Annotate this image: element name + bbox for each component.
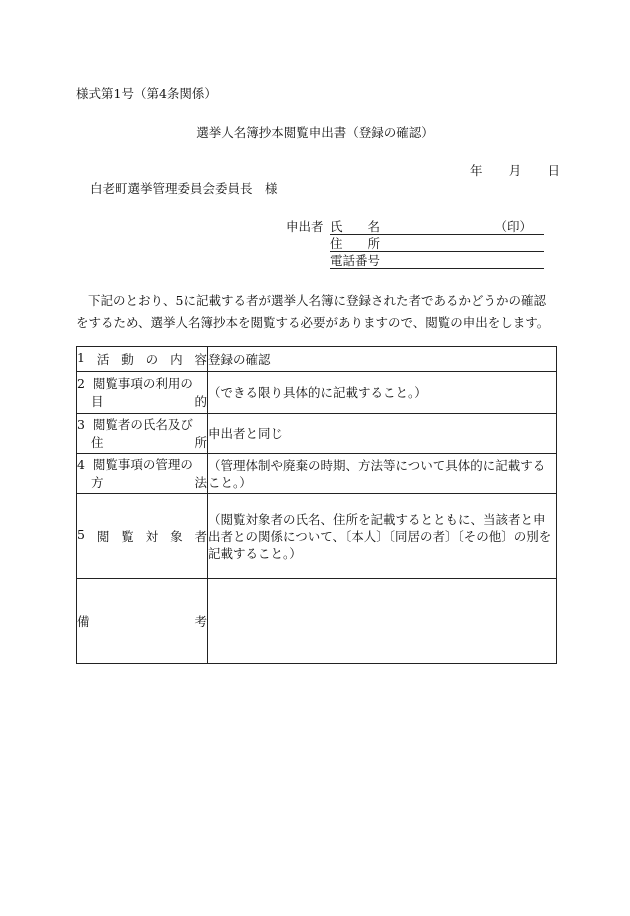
row-label bbox=[77, 494, 208, 579]
label-char: 方 bbox=[91, 474, 104, 490]
label-char: 者 bbox=[194, 529, 207, 544]
label-char: 備 bbox=[77, 614, 90, 629]
label-char: 住 bbox=[91, 434, 104, 450]
row-number: 4 bbox=[77, 456, 85, 472]
date-month: 月 bbox=[508, 163, 522, 178]
table-row bbox=[77, 494, 557, 579]
row-label bbox=[77, 454, 208, 494]
label-line1: 閲覧事項の管理の bbox=[92, 456, 193, 472]
row-number: 3 bbox=[77, 416, 85, 432]
name-label: 氏 名 bbox=[330, 219, 381, 234]
label-char: 象 bbox=[170, 529, 183, 544]
row-label bbox=[77, 372, 208, 414]
label-char: 的 bbox=[194, 393, 207, 409]
table-row bbox=[77, 347, 557, 372]
row-number: 2 bbox=[77, 375, 85, 391]
management-value[interactable]: （管理体制や廃棄の時期、方法等について具体的に記載すること。） bbox=[208, 454, 557, 494]
row-label bbox=[77, 579, 208, 664]
form-number: 様式第1号（第4条関係） bbox=[76, 86, 217, 101]
table-row bbox=[77, 454, 557, 494]
label-char: 動 bbox=[121, 352, 134, 367]
label-char: 容 bbox=[194, 352, 207, 367]
table-row bbox=[77, 372, 557, 414]
phone-label: 電話番号 bbox=[330, 253, 381, 268]
address-label: 住 所 bbox=[330, 236, 381, 251]
row-number: 5 bbox=[77, 527, 85, 542]
label-char: 所 bbox=[194, 434, 207, 450]
label-char: 活 bbox=[96, 352, 110, 367]
target-persons-value[interactable]: （閲覧対象者の氏名、住所を記載するとともに、当該者と申出者との関係について、〔本人〕〔同居の者〕〔その他〕の別を記載すること。） bbox=[208, 494, 557, 579]
label-char: 考 bbox=[194, 614, 207, 629]
date-day: 日 bbox=[547, 163, 560, 178]
label-line1: 閲覧者の氏名及び bbox=[92, 416, 193, 432]
applicant-label: 申出者 bbox=[286, 219, 324, 234]
label-char: 内 bbox=[170, 352, 183, 367]
addressee: 白老町選挙管理委員会委員長 様 bbox=[90, 181, 278, 196]
applicant-name-field[interactable] bbox=[330, 217, 544, 235]
document-title: 選挙人名簿抄本閲覧申出書（登録の確認） bbox=[196, 125, 434, 140]
row-label bbox=[77, 414, 208, 454]
remarks-value[interactable] bbox=[208, 579, 557, 664]
label-char: 法 bbox=[194, 474, 207, 490]
date-line bbox=[470, 161, 560, 179]
row-number: 1 bbox=[77, 350, 85, 365]
label-char: 閲 bbox=[96, 529, 110, 544]
viewer-value[interactable]: 申出者と同じ bbox=[208, 414, 557, 454]
label-char: 覧 bbox=[121, 529, 134, 544]
purpose-value[interactable]: （できる限り具体的に記載すること。） bbox=[208, 372, 557, 414]
label-char: 目 bbox=[91, 393, 104, 409]
body-text: 下記のとおり、5に記載する者が選挙人名簿に登録された者であるかどうかの確認をするため、選挙人名簿抄本を閲覧する必要がありますので、閲覧の申出をします。 bbox=[76, 293, 550, 330]
applicant-address-field[interactable] bbox=[330, 234, 544, 252]
label-char: 対 bbox=[145, 529, 159, 544]
request-table bbox=[76, 346, 557, 664]
applicant-phone-field[interactable] bbox=[330, 251, 544, 269]
date-year: 年 bbox=[470, 163, 483, 178]
table-row bbox=[77, 579, 557, 664]
label-char: の bbox=[145, 352, 159, 367]
row-label bbox=[77, 347, 208, 372]
label-line1: 閲覧事項の利用の bbox=[92, 375, 193, 391]
table-row bbox=[77, 414, 557, 454]
activity-value[interactable]: 登録の確認 bbox=[208, 347, 557, 372]
seal-mark: （印） bbox=[494, 219, 532, 234]
